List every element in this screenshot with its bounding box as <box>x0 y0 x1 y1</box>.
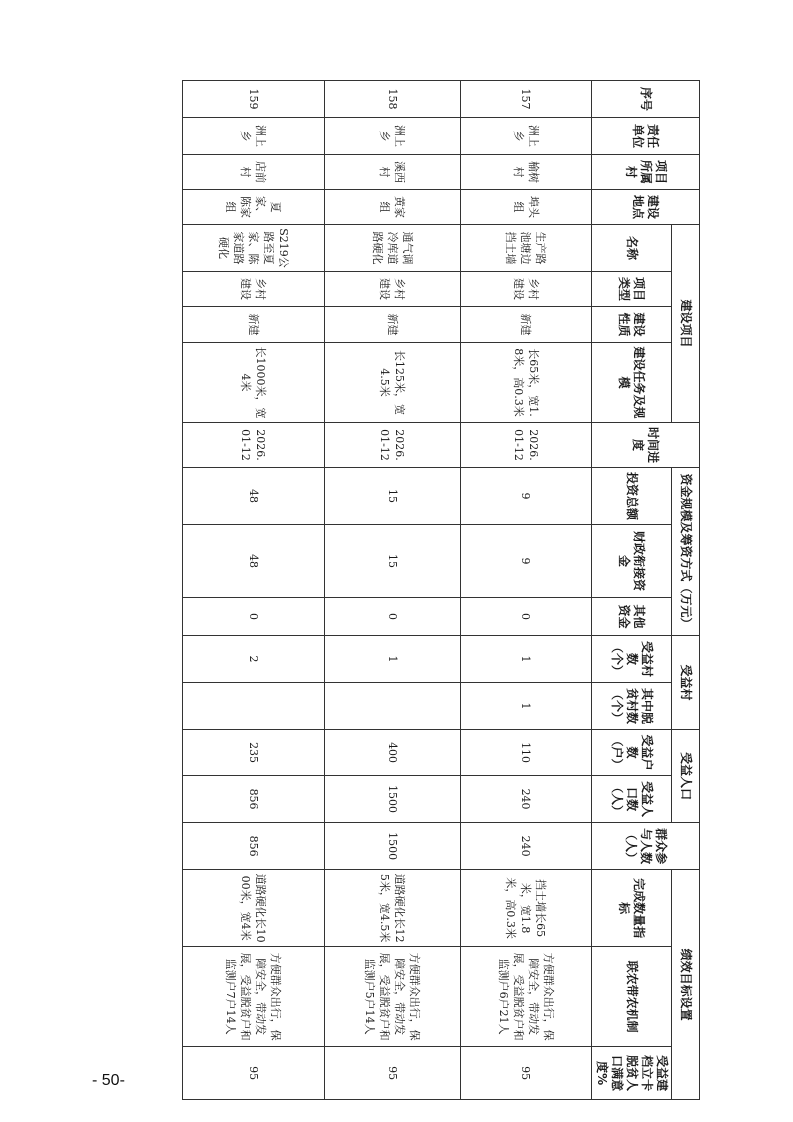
header-fiscal: 财政衔接资金 <box>592 525 672 598</box>
header-satisfaction: 受益建档立卡脱贫人口满意度% <box>592 1047 672 1100</box>
header-output: 完成数量指标 <box>592 870 672 947</box>
cell-unit: 洲上乡 <box>461 118 592 155</box>
cell-location: 埠头组 <box>461 190 592 225</box>
header-seq: 序号 <box>592 81 700 118</box>
cell-seq: 159 <box>183 81 325 118</box>
header-location: 建设地点 <box>592 190 700 225</box>
cell-fiscal: 9 <box>461 525 592 598</box>
cell-other: 0 <box>325 598 461 636</box>
table-row <box>325 81 461 1100</box>
header-sub-row <box>592 81 672 1100</box>
cell-nature: 新建 <box>461 307 592 343</box>
cell-village: 店前村 <box>183 155 325 190</box>
cell-type: 乡村建设 <box>325 272 461 307</box>
cell-participants: 856 <box>183 823 325 870</box>
cell-village: 溪西村 <box>325 155 461 190</box>
cell-location: 夏家、陈家组 <box>183 190 325 225</box>
page-number: - 50- <box>92 1072 125 1089</box>
header-mechanism: 联农带农机制 <box>592 947 672 1047</box>
cell-nature: 新建 <box>325 307 461 343</box>
cell-villages: 1 <box>461 636 592 683</box>
rotated-table-container <box>186 80 700 1092</box>
cell-villages: 1 <box>325 636 461 683</box>
cell-task: 长1000米，宽4米 <box>183 343 325 423</box>
header-total: 投资总额 <box>592 468 672 525</box>
cell-seq: 158 <box>325 81 461 118</box>
cell-persons: 856 <box>183 776 325 823</box>
cell-mechanism: 方便群众出行，保障安全，带动发展，受益脱贫户和监测户7户14人 <box>183 947 325 1047</box>
cell-unit: 洲上乡 <box>325 118 461 155</box>
header-unit: 责任单位 <box>592 118 700 155</box>
cell-output: 道路硬化长125米，宽4.5米 <box>325 870 461 947</box>
cell-nature: 新建 <box>183 307 325 343</box>
cell-mechanism: 方便群众出行，保障安全，带动发展，受益脱贫户和监测户5户14人 <box>325 947 461 1047</box>
table-row <box>183 81 325 1100</box>
cell-fiscal: 15 <box>325 525 461 598</box>
cell-poor-villages: 1 <box>461 683 592 730</box>
cell-schedule: 2026.01-12 <box>183 423 325 468</box>
cell-seq: 157 <box>461 81 592 118</box>
cell-poor-villages <box>325 683 461 730</box>
cell-households: 235 <box>183 730 325 776</box>
cell-satisfaction: 95 <box>183 1047 325 1100</box>
cell-task: 长65米，宽1.8米，高0.3米 <box>461 343 592 423</box>
cell-persons: 240 <box>461 776 592 823</box>
cell-output: 道路硬化长1000米，宽4米 <box>183 870 325 947</box>
cell-type: 乡村建设 <box>183 272 325 307</box>
cell-total: 15 <box>325 468 461 525</box>
cell-satisfaction: 95 <box>461 1047 592 1100</box>
cell-households: 400 <box>325 730 461 776</box>
cell-schedule: 2026.01-12 <box>325 423 461 468</box>
header-persons: 受益人口数（人） <box>592 776 672 823</box>
cell-name: 通气调冷库道路硬化 <box>325 225 461 272</box>
project-table <box>182 80 700 1100</box>
cell-villages: 2 <box>183 636 325 683</box>
header-type: 项目类型 <box>592 272 672 307</box>
cell-poor-villages <box>183 683 325 730</box>
cell-households: 110 <box>461 730 592 776</box>
header-group-performance: 绩效目标设置 <box>672 870 700 1100</box>
header-group-construction: 建设项目 <box>672 225 700 423</box>
cell-mechanism: 方便群众出行，保障安全，带动发展，受益脱贫户和监测户6户21人 <box>461 947 592 1047</box>
header-group-villages: 受益村 <box>672 636 700 730</box>
cell-other: 0 <box>183 598 325 636</box>
header-households: 受益户数（户） <box>592 730 672 776</box>
cell-unit: 洲上乡 <box>183 118 325 155</box>
header-village: 项目所属村 <box>592 155 700 190</box>
header-group-row <box>672 81 700 1100</box>
cell-output: 挡土墙长65米，宽1.8米，高0.3米 <box>461 870 592 947</box>
header-schedule: 时间进度 <box>592 423 700 468</box>
header-group-population: 受益人口 <box>672 730 700 823</box>
header-nature: 建设性质 <box>592 307 672 343</box>
table-row <box>461 81 592 1100</box>
cell-schedule: 2026.01-12 <box>461 423 592 468</box>
header-participants: 群众参与人数（人） <box>592 823 700 870</box>
header-villages: 受益村数（个） <box>592 636 672 683</box>
cell-name: S219公路至夏家、陈家道路硬化 <box>183 225 325 272</box>
cell-type: 乡村建设 <box>461 272 592 307</box>
cell-participants: 1500 <box>325 823 461 870</box>
cell-total: 9 <box>461 468 592 525</box>
cell-participants: 240 <box>461 823 592 870</box>
cell-total: 48 <box>183 468 325 525</box>
header-name: 名称 <box>592 225 672 272</box>
cell-other: 0 <box>461 598 592 636</box>
cell-village: 榆树村 <box>461 155 592 190</box>
header-other: 其他资金 <box>592 598 672 636</box>
header-task: 建设任务及规模 <box>592 343 672 423</box>
cell-task: 长125米，宽4.5米 <box>325 343 461 423</box>
cell-satisfaction: 95 <box>325 1047 461 1100</box>
header-group-funds: 资金规模及筹资方式（万元） <box>672 468 700 636</box>
cell-persons: 1500 <box>325 776 461 823</box>
cell-name: 生产路池塘边挡土墙 <box>461 225 592 272</box>
cell-location: 黄家组 <box>325 190 461 225</box>
header-poor-villages: 其中脱贫村数（个） <box>592 683 672 730</box>
cell-fiscal: 48 <box>183 525 325 598</box>
